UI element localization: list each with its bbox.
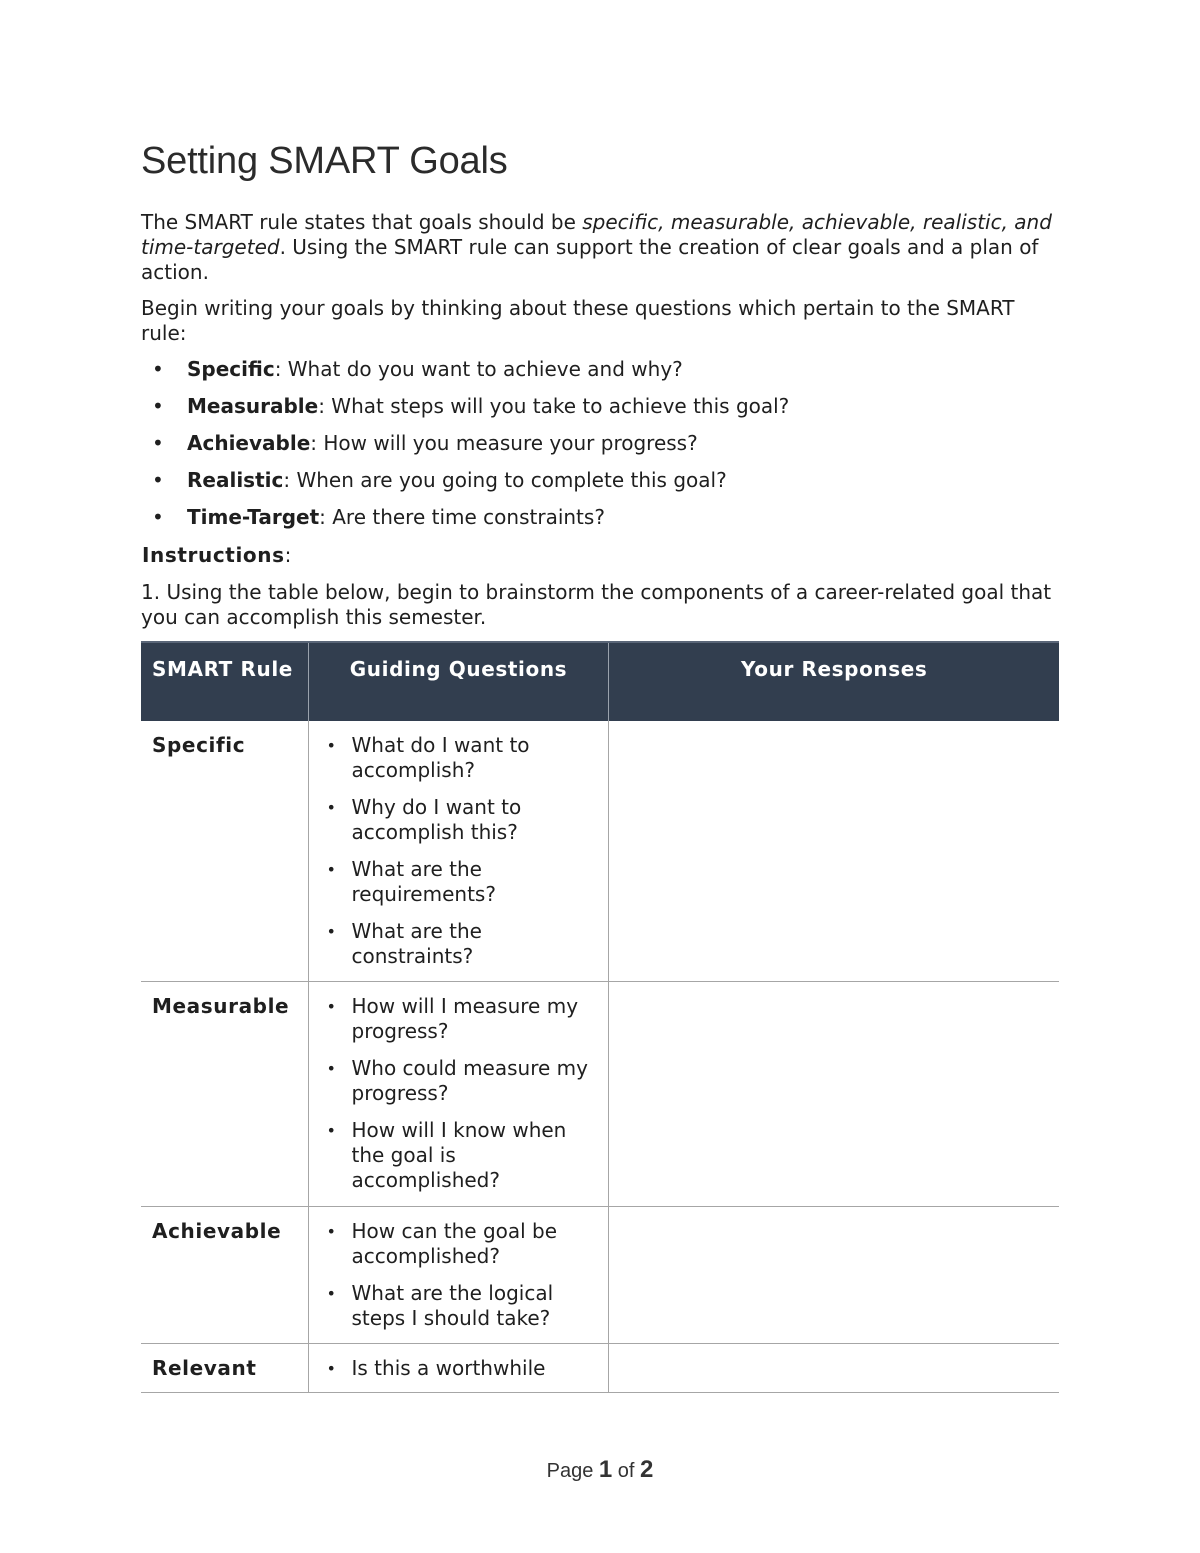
list-item <box>141 505 1059 542</box>
questions-cell <box>308 1207 608 1344</box>
header-your-responses: Your Responses <box>608 642 1059 721</box>
list-item <box>141 357 1059 394</box>
intro-tail: . Using the SMART rule can support the creation of clear goals and a plan of action. <box>141 235 1039 284</box>
rule-term: Achievable <box>187 431 311 455</box>
begin-paragraph: Begin writing your goals by thinking about these questions which pertain to the SMART rule: <box>141 296 1015 345</box>
bullet-icon: • <box>326 922 336 941</box>
bullet-icon: • <box>326 1121 336 1140</box>
rule-cell: Achievable <box>141 1207 308 1344</box>
question-item <box>327 857 600 907</box>
header-guiding-questions: Guiding Questions <box>308 642 608 721</box>
intro-qualities: specific, measurable, achievable, realistic, and time-targeted <box>141 210 1052 259</box>
bullet-icon: • <box>326 1284 336 1303</box>
list-item <box>141 468 1059 505</box>
rule-term: Measurable <box>187 394 319 418</box>
question-item <box>327 1118 600 1193</box>
question-text: Who could measure my progress? <box>351 1056 588 1105</box>
instructions-heading <box>142 543 292 568</box>
rule-term: Time-Target <box>187 505 320 529</box>
question-item <box>327 1281 600 1331</box>
bullet-icon: • <box>326 860 336 879</box>
footer-middle: of <box>612 1460 641 1482</box>
table-row <box>141 721 1059 982</box>
question-item <box>327 994 600 1044</box>
rule-cell: Specific <box>141 721 308 982</box>
questions-cell <box>308 1344 608 1393</box>
question-text: Why do I want to accomplish this? <box>351 795 522 844</box>
bullet-icon: • <box>152 505 164 529</box>
bullet-icon: • <box>152 468 164 492</box>
response-cell-specific[interactable] <box>608 721 1059 982</box>
footer-total-pages: 2 <box>640 1456 654 1483</box>
table-row <box>141 1344 1059 1393</box>
page-footer <box>0 1456 1200 1484</box>
smart-goals-table <box>141 641 1059 1393</box>
questions-cell <box>308 721 608 982</box>
table-row <box>141 1207 1059 1344</box>
page-title: Setting SMART Goals <box>141 140 508 182</box>
list-item <box>141 394 1059 431</box>
bullet-icon: • <box>326 997 336 1016</box>
bullet-icon: • <box>152 357 164 381</box>
response-cell-relevant[interactable] <box>608 1344 1059 1393</box>
question-text: How can the goal be accomplished? <box>351 1219 558 1268</box>
bullet-icon: • <box>326 1359 336 1378</box>
bullet-icon: • <box>326 1059 336 1078</box>
instructions-colon: : <box>284 543 292 567</box>
question-text: How will I measure my progress? <box>351 994 579 1043</box>
bullet-icon: • <box>152 431 164 455</box>
rule-cell: Relevant <box>141 1344 308 1393</box>
question-text: What do I want to accomplish? <box>351 733 530 782</box>
footer-prefix: Page <box>546 1460 599 1482</box>
table-row <box>141 982 1059 1207</box>
response-cell-measurable[interactable] <box>608 982 1059 1207</box>
question-text: How will I know when the goal is accomplished? <box>351 1118 567 1192</box>
question-item <box>327 1219 600 1269</box>
bullet-icon: • <box>326 736 336 755</box>
rule-term: Realistic <box>187 468 284 492</box>
rule-question: : How will you measure your progress? <box>310 431 698 455</box>
rule-question: : What steps will you take to achieve this goal? <box>318 394 790 418</box>
question-text: What are the requirements? <box>351 857 496 906</box>
intro-paragraph <box>141 210 1059 285</box>
questions-cell <box>308 982 608 1207</box>
header-smart-rule: SMART Rule <box>141 642 308 721</box>
instruction-step-1: 1. Using the table below, begin to brainstorm the components of a career-related goal that you can accomplish this semester. <box>141 580 1052 629</box>
list-item <box>141 431 1059 468</box>
rule-term: Specific <box>187 357 275 381</box>
bullet-icon: • <box>326 798 336 817</box>
rule-cell: Measurable <box>141 982 308 1207</box>
bullet-icon: • <box>326 1222 336 1241</box>
footer-current-page: 1 <box>598 1456 613 1483</box>
question-text: Is this a worthwhile <box>351 1356 546 1380</box>
rule-question: : When are you going to complete this goal? <box>283 468 727 492</box>
question-item <box>327 733 600 783</box>
question-text: What are the logical steps I should take? <box>351 1281 554 1330</box>
question-item <box>327 919 600 969</box>
rule-question: : What do you want to achieve and why? <box>274 357 683 381</box>
rule-question: : Are there time constraints? <box>319 505 605 529</box>
question-item <box>327 795 600 845</box>
table-header-row <box>141 642 1059 721</box>
bullet-icon: • <box>152 394 164 418</box>
question-text: What are the constraints? <box>351 919 482 968</box>
question-item <box>327 1056 600 1106</box>
question-item <box>327 1356 600 1381</box>
response-cell-achievable[interactable] <box>608 1207 1059 1344</box>
smart-rule-list <box>141 357 1059 542</box>
intro-lead: The SMART rule states that goals should be <box>141 210 583 234</box>
instructions-label: Instructions <box>142 543 285 567</box>
